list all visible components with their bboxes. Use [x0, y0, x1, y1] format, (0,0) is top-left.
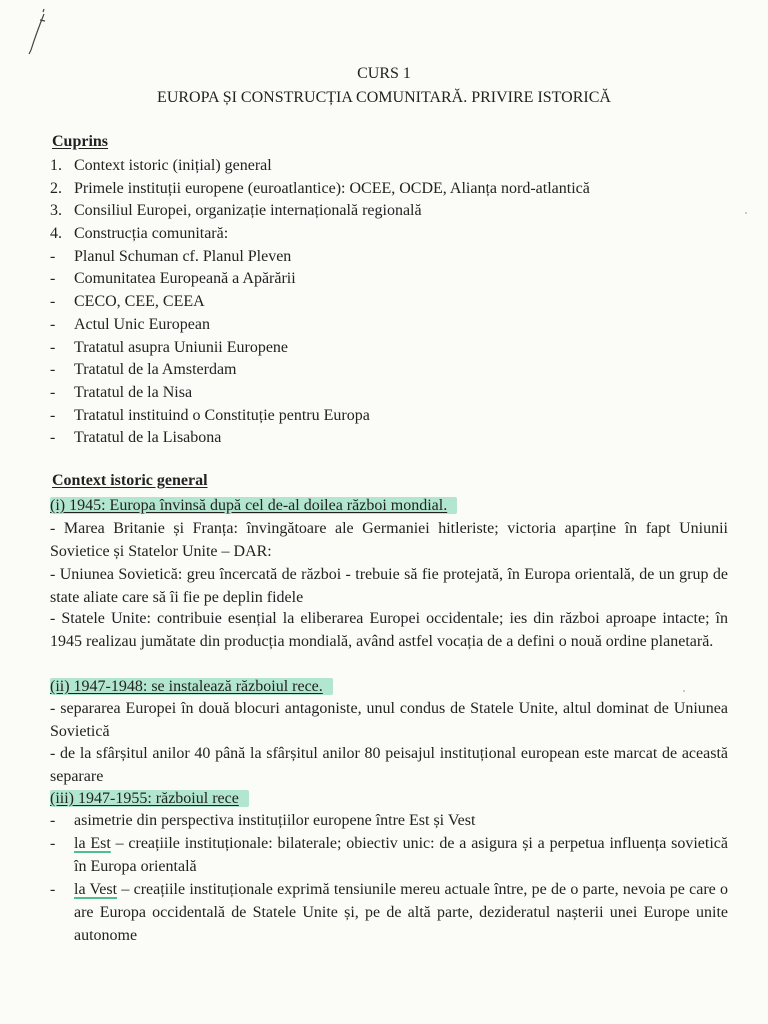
- highlighted-text: (iii) 1947-1955: războiul rece: [50, 790, 249, 807]
- subsection-heading-3: [50, 787, 249, 810]
- list-item: [50, 427, 740, 450]
- list-marker: -: [50, 383, 56, 401]
- list-marker: 2.: [50, 179, 62, 197]
- pen-scribble-icon: [24, 6, 54, 56]
- subsection-heading-2: [50, 675, 333, 698]
- list-item: [50, 337, 740, 360]
- course-title: EUROPA ȘI CONSTRUCȚIA COMUNITARĂ. PRIVIRE ISTORICĂ: [157, 89, 611, 106]
- bullet-marker: -: [50, 881, 56, 898]
- contents-list: [50, 155, 740, 450]
- bullet-body: [74, 832, 728, 878]
- list-item-text: CECO, CEE, CEEA: [74, 293, 205, 311]
- list-item: [50, 268, 740, 291]
- list-item: [50, 359, 740, 382]
- list-item-text: Tratatul de la Amsterdam: [74, 361, 237, 379]
- list-marker: 3.: [50, 202, 62, 220]
- bullet-item: [50, 809, 728, 832]
- list-item-text: Planul Schuman cf. Planul Pleven: [74, 247, 292, 265]
- list-marker: 1.: [50, 157, 62, 174]
- list-item-text: Comunitatea Europeană a Apărării: [74, 270, 296, 288]
- list-item: [50, 405, 740, 428]
- bullet-item: [50, 832, 728, 878]
- scan-speck: [683, 690, 685, 692]
- list-item: [50, 155, 740, 178]
- list-item: [50, 200, 740, 223]
- list-item-text: Tratatul asupra Uniunii Europene: [74, 338, 289, 356]
- list-marker: -: [50, 315, 56, 333]
- bullet-item: [50, 878, 728, 947]
- contents-heading: Cuprins: [52, 133, 109, 150]
- bullet-lead: la Vest: [74, 881, 118, 898]
- list-item-text: Tratatul instituind o Constituție pentru Europa: [74, 406, 370, 424]
- list-item-text: Actul Unic European: [74, 315, 210, 333]
- paragraph: - de la sfârșitul anilor 40 până la sfârșitul anilor 80 peisajul instituțional european este marcat de această separare: [50, 745, 728, 785]
- list-marker: -: [50, 429, 56, 447]
- list-marker: -: [50, 270, 56, 288]
- paragraph: - Statele Unite: contribuie esențial la eliberarea Europei occidentale; ies din război aproape intacte; în 1945 realizau jumătate din producția mondială, având astfel vocația de a defini o nouă ordine planetară.: [50, 610, 728, 650]
- context-heading: Context istoric general: [52, 472, 208, 489]
- list-marker: -: [50, 293, 56, 311]
- paragraph: - Uniunea Sovietică: greu încercată de război - trebuie să fie protejată, în Europa orientală, de un grup de state aliate care să îi fie pe deplin fidele: [50, 566, 728, 606]
- list-item: [50, 382, 740, 405]
- list-item: [50, 223, 740, 246]
- list-item-text: Context istoric (inițial) general: [74, 157, 272, 174]
- bullet-text: – creațiile instituționale: bilaterale; obiectiv unic: de a asigura și a perpetua influența sovietică în Europa orientală: [74, 835, 728, 875]
- list-item: [50, 314, 740, 337]
- list-item-text: Primele instituții europene (euroatlantice): OCEE, OCDE, Alianța nord-atlantică: [74, 179, 590, 197]
- list-item-text: Construcția comunitară:: [74, 225, 229, 243]
- bullet-body: [74, 878, 728, 947]
- list-item-text: Tratatul de la Nisa: [74, 383, 193, 401]
- course-number: CURS 1: [357, 65, 411, 82]
- list-item-text: Tratatul de la Lisabona: [74, 429, 222, 447]
- subsection-heading-1: [50, 494, 457, 517]
- bullet-text: – creațiile instituționale exprimă tensiunile mereu actuale între, pe de o parte, nevoia pe care o are Europa occidentală de Statele Unite și, pe de altă parte, dezideratul nașterii unei Europe unite autonome: [74, 881, 729, 944]
- bullet-marker: -: [50, 812, 56, 829]
- bullet-marker: -: [50, 835, 56, 852]
- list-marker: -: [50, 247, 56, 265]
- list-marker: -: [50, 338, 56, 356]
- list-item: [50, 246, 740, 269]
- list-marker: -: [50, 406, 56, 424]
- bullet-lead: la Est: [74, 835, 111, 852]
- list-item: [50, 178, 740, 201]
- list-item-text: Consiliul Europei, organizație internațională regională: [74, 202, 422, 220]
- highlighted-text: (i) 1945: Europa învinsă după cel de-al doilea război mondial.: [50, 497, 457, 514]
- list-marker: -: [50, 361, 56, 379]
- highlighted-text: (ii) 1947-1948: se instalează războiul rece.: [50, 678, 333, 695]
- scan-speck: [745, 212, 747, 214]
- paragraph: - separarea Europei în două blocuri antagoniste, unul condus de Statele Unite, altul dominat de Uniunea Sovietică: [50, 700, 728, 740]
- bullet-text: asimetrie din perspectiva instituțiilor europene între Est și Vest: [74, 812, 476, 829]
- list-item: [50, 291, 740, 314]
- paragraph: - Marea Britanie și Franța: învingătoare ale Germaniei hitleriste; victoria aparține în fapt Uniunii Sovietice și Statelor Unite – DAR:: [50, 520, 728, 560]
- list-marker: 4.: [50, 225, 62, 243]
